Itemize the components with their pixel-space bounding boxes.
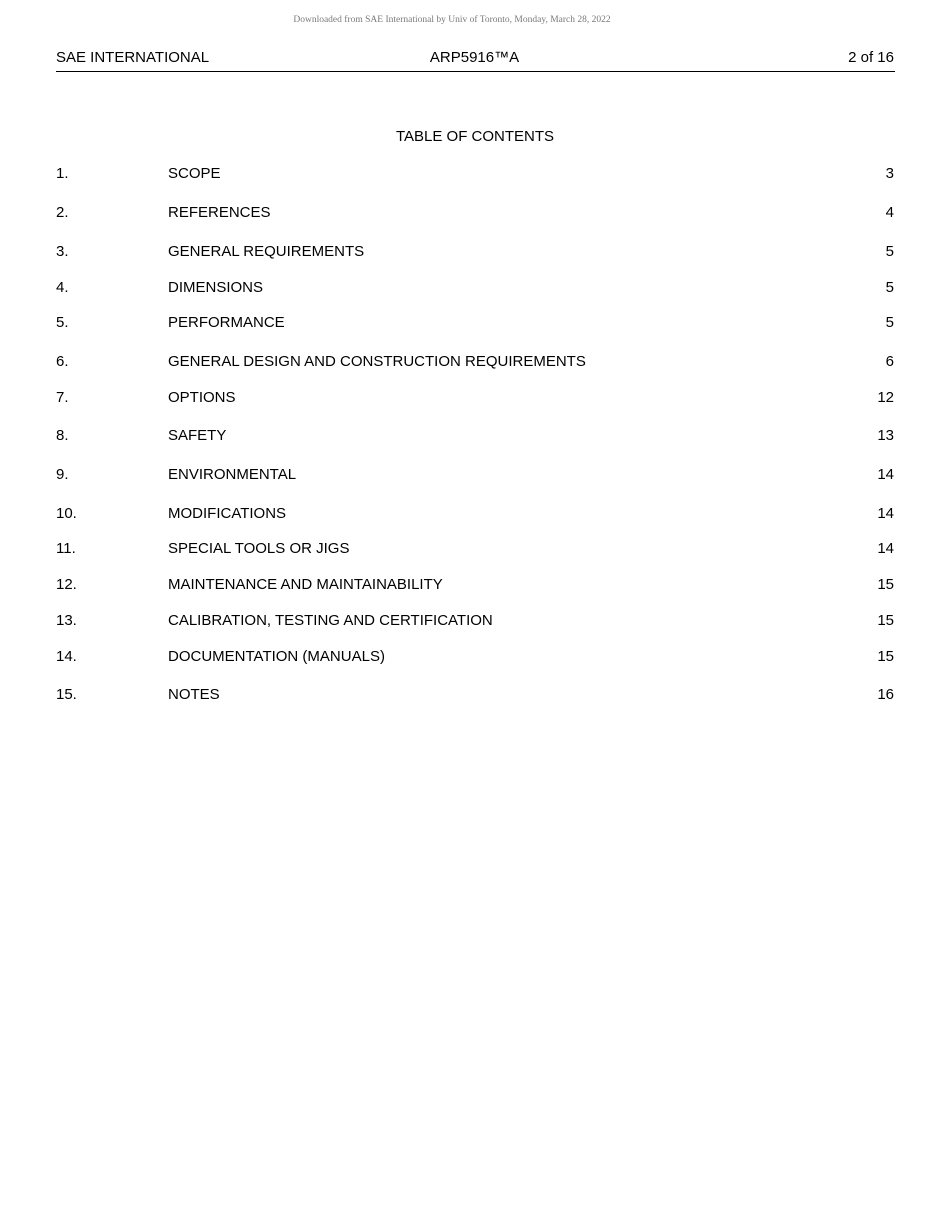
toc-entry-line xyxy=(168,539,894,559)
toc-entry-line xyxy=(168,575,894,595)
header-document-number-wrapper xyxy=(56,49,895,66)
toc-entry-page: 14 xyxy=(877,505,894,522)
toc-entry[interactable] xyxy=(56,504,894,524)
toc-entry[interactable] xyxy=(56,164,894,184)
toc-entry-line xyxy=(168,278,894,298)
toc-entry-label: ENVIRONMENTAL xyxy=(168,466,297,483)
toc-entry-number: 12. xyxy=(56,576,77,593)
toc-entry-label: SCOPE xyxy=(168,165,221,182)
page-header xyxy=(56,49,895,72)
header-page-indicator: 2 of 16 xyxy=(848,49,894,66)
toc-entry-line xyxy=(168,504,894,524)
toc-title: TABLE OF CONTENTS xyxy=(395,128,555,145)
toc-entry-page: 15 xyxy=(877,648,894,665)
toc-entry[interactable] xyxy=(56,388,894,408)
toc-entry-line xyxy=(168,685,894,705)
toc-entry-page: 16 xyxy=(877,686,894,703)
toc-entry-label: DOCUMENTATION (MANUALS) xyxy=(168,648,385,665)
toc-entry-number: 2. xyxy=(56,204,69,221)
toc-entry-page: 12 xyxy=(877,389,894,406)
toc-entry[interactable] xyxy=(56,611,894,631)
toc-entry-page: 15 xyxy=(877,576,894,593)
toc-entry-label: SAFETY xyxy=(168,427,227,444)
header-organization: SAE INTERNATIONAL xyxy=(56,49,210,66)
toc-entry-label: OPTIONS xyxy=(168,389,236,406)
toc-entry-page: 4 xyxy=(885,204,894,221)
toc-entry-number: 13. xyxy=(56,612,77,629)
toc-entry-number: 4. xyxy=(56,279,69,296)
toc-entry-number: 10. xyxy=(56,505,77,522)
toc-entry[interactable] xyxy=(56,575,894,595)
toc-entry-page: 14 xyxy=(877,466,894,483)
toc-entry-label: CALIBRATION, TESTING AND CERTIFICATION xyxy=(168,612,493,629)
toc-entry[interactable] xyxy=(56,647,894,667)
toc-entry-line xyxy=(168,611,894,631)
toc-entry-line xyxy=(168,352,894,372)
toc-entry-number: 1. xyxy=(56,165,69,182)
toc-entry-label: DIMENSIONS xyxy=(168,279,264,296)
toc-entry-label: NOTES xyxy=(168,686,220,703)
download-notice: Downloaded from SAE International by Univ of Toronto, Monday, March 28, 2022 xyxy=(293,15,611,25)
toc-entry[interactable] xyxy=(56,685,894,705)
toc-entry-page: 5 xyxy=(885,279,894,296)
toc-entry[interactable] xyxy=(56,465,894,485)
toc-entry[interactable] xyxy=(56,203,894,223)
toc-entry-number: 6. xyxy=(56,353,69,370)
header-document-number: ARP5916™A xyxy=(429,49,520,66)
toc-entry-page: 5 xyxy=(885,314,894,331)
toc-entry-page: 3 xyxy=(885,165,894,182)
toc-entry-line xyxy=(168,242,894,262)
toc-entry-number: 11. xyxy=(56,540,76,557)
toc-entry-number: 5. xyxy=(56,314,69,331)
toc-entry-number: 7. xyxy=(56,389,69,406)
toc-entry-line xyxy=(168,647,894,667)
toc-entry-label: SPECIAL TOOLS OR JIGS xyxy=(168,540,350,557)
toc-entry-page: 15 xyxy=(877,612,894,629)
toc-entry-label: REFERENCES xyxy=(168,204,271,221)
toc-entry[interactable] xyxy=(56,539,894,559)
toc-entry[interactable] xyxy=(56,278,894,298)
toc-entry-label: MAINTENANCE AND MAINTAINABILITY xyxy=(168,576,443,593)
toc-entry[interactable] xyxy=(56,352,894,372)
toc-entry-page: 14 xyxy=(877,540,894,557)
toc-entry-label: GENERAL REQUIREMENTS xyxy=(168,243,365,260)
toc-entry-line xyxy=(168,164,894,184)
toc-entry-number: 8. xyxy=(56,427,69,444)
toc-entry[interactable] xyxy=(56,242,894,262)
toc-entry-label: PERFORMANCE xyxy=(168,314,285,331)
toc-entry-number: 15. xyxy=(56,686,77,703)
toc-entry-number: 3. xyxy=(56,243,69,260)
toc-entry-page: 6 xyxy=(885,353,894,370)
toc-entry-page: 13 xyxy=(877,427,894,444)
toc-entry-line xyxy=(168,388,894,408)
toc-entry-line xyxy=(168,465,894,485)
toc-entry-number: 14. xyxy=(56,648,77,665)
toc-entry-label: MODIFICATIONS xyxy=(168,505,287,522)
toc-entry-line xyxy=(168,203,894,223)
toc-entry[interactable] xyxy=(56,426,894,446)
toc-entry-number: 9. xyxy=(56,466,69,483)
toc-entry-line xyxy=(168,313,894,333)
toc-entry-line xyxy=(168,426,894,446)
toc-entry-label: GENERAL DESIGN AND CONSTRUCTION REQUIREMENTS xyxy=(168,353,586,370)
toc-entry-page: 5 xyxy=(885,243,894,260)
toc-entry[interactable] xyxy=(56,313,894,333)
